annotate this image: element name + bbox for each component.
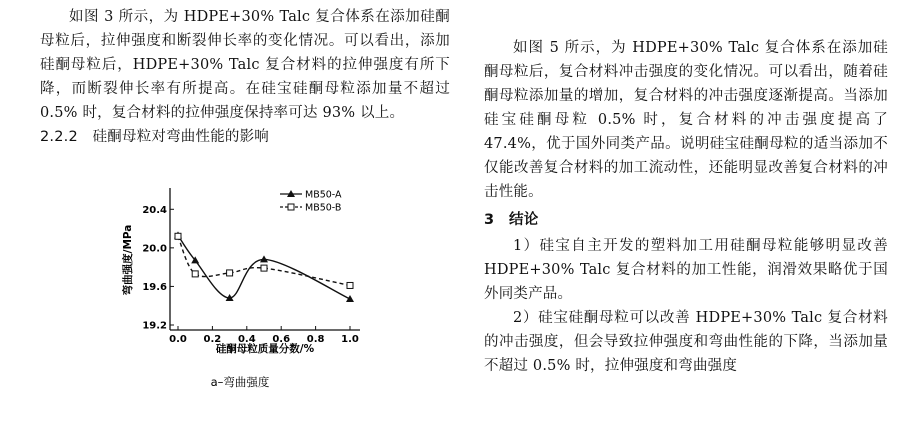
y-tick-label: 20.4 <box>142 204 167 216</box>
data-point-square <box>227 270 233 276</box>
data-point-triangle <box>346 295 354 302</box>
data-point-square <box>192 271 198 277</box>
x-axis-label: 硅酮母粒质量分数/% <box>215 343 315 355</box>
x-tick-label: 0.2 <box>203 334 222 345</box>
x-tick-label: 1.0 <box>341 334 359 345</box>
left-column <box>40 5 450 149</box>
conclusion-item: 2）硅宝硅酮母粒可以改善 HDPE+30% Talc 复合材料的冲击强度，但会导致拉伸强度和弯曲性能的下降，当添加量不超过 0.5% 时，拉伸强度和弯曲强度 <box>484 310 888 374</box>
x-tick-label: 0.6 <box>272 334 291 345</box>
y-tick-label: 20.0 <box>142 243 167 255</box>
y-tick-label: 19.6 <box>142 281 167 293</box>
y-tick-label: 19.2 <box>142 320 167 332</box>
section-heading: 2.2.2 硅酮母粒对弯曲性能的影响 <box>40 129 269 145</box>
x-tick-label: 0.4 <box>237 334 256 345</box>
chart-ticks <box>142 202 359 345</box>
section-heading: 3 结论 <box>484 212 539 228</box>
legend-label: MB50-A <box>305 189 342 201</box>
chart-legend <box>280 190 342 214</box>
data-point-square <box>261 265 267 271</box>
figure-caption: a–弯曲强度 <box>210 375 270 389</box>
legend-marker <box>288 204 294 210</box>
paragraph: 如图 5 所示，为 HDPE+30% Talc 复合体系在添加硅酮母粒后，复合材料冲击强度的变化情况。可以看出，随着硅酮母粒添加量的增加，复合材料的冲击强度逐渐提高。当添加硅宝硅酮母粒 0.5% 时，复合材料的冲击强度提高了 47.4%，优于国外同类产品。说明硅宝硅酮母粒的适当添加不仅能改善复合材料的加工流动性，还能明显改善复合材料的冲击性能。 <box>484 40 888 200</box>
legend-label: MB50-B <box>305 202 342 214</box>
conclusion-item: 1）硅宝自主开发的塑料加工用硅酮母粒能够明显改善 HDPE+30% Talc 复合材料的加工性能，润滑效果略优于国外同类产品。 <box>484 238 888 302</box>
chart-markers <box>174 231 354 302</box>
y-axis-label: 弯曲强度/MPa <box>122 224 134 296</box>
flexural-strength-chart <box>120 178 380 408</box>
right-column <box>484 36 888 378</box>
x-tick-label: 0.8 <box>306 334 325 345</box>
data-point-square <box>175 233 181 239</box>
data-point-square <box>347 282 353 288</box>
x-tick-label: 0.0 <box>169 334 187 345</box>
paragraph: 如图 3 所示，为 HDPE+30% Talc 复合体系在添加硅酮母粒后，拉伸强度和断裂伸长率的变化情况。可以看出，添加硅酮母粒后，HDPE+30% Talc 复合材料的拉伸强度有所下降，而断裂伸长率有所提高。在硅宝硅酮母粒添加量不超过 0.5% 时，复合材料的拉伸强度保持率可达 93% 以上。 <box>40 9 450 121</box>
